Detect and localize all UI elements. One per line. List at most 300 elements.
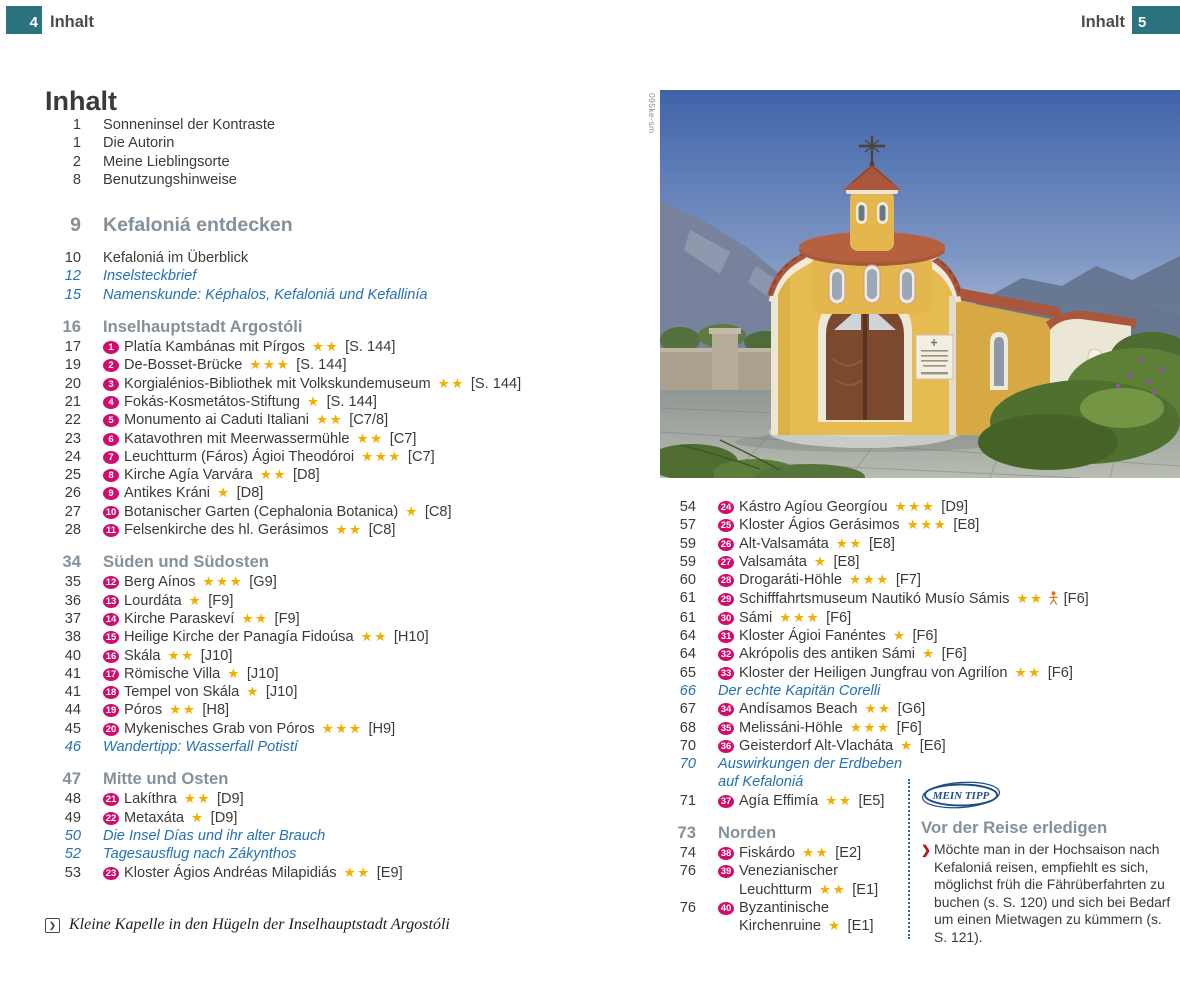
poi-number-badge: 25 — [718, 519, 734, 532]
toc-entry-content — [103, 393, 653, 411]
toc-entry — [45, 171, 653, 189]
poi-number-badge: 23 — [103, 867, 119, 880]
toc-entry-content — [103, 134, 653, 152]
map-grid-ref: [H10] — [393, 629, 429, 646]
rating-stars: ★ — [922, 646, 936, 662]
tip-box — [908, 779, 1180, 945]
rating-stars: ★ — [892, 628, 907, 644]
rating-stars: ★★★ — [906, 517, 948, 533]
toc-entry-title: auf Kefaloniá — [718, 774, 804, 791]
toc-page-number: 41 — [64, 665, 81, 682]
rating-stars: ★★★ — [779, 609, 821, 625]
toc-entry-title: Sonneninsel der Kontraste — [103, 117, 275, 133]
toc-entry — [45, 701, 653, 719]
poi-number-badge: 27 — [718, 556, 734, 569]
toc-entry — [45, 286, 653, 304]
toc-page-number: 27 — [64, 503, 81, 520]
poi-number-badge: 29 — [718, 593, 734, 606]
toc-entry-content — [103, 628, 653, 646]
map-grid-ref: [D8] — [236, 485, 264, 502]
rating-stars: ★★ — [835, 535, 863, 551]
rating-stars: ★★ — [259, 467, 287, 483]
toc-entry-content — [103, 720, 653, 738]
tip-text: Möchte man in der Hochsaison nach Kefaloniá reisen, empfiehlt es sich, möglichst früh die Fährüberfahrten zu buchen (s. S. 120) und sich bei Bedarf um einen Mietwagen zu kümmern (s. S. 121). — [934, 841, 1171, 945]
poi-number-badge: 8 — [103, 469, 119, 482]
poi-number-badge: 30 — [718, 612, 734, 625]
poi-number-badge: 17 — [103, 668, 119, 681]
toc-page-number: 59 — [679, 553, 696, 570]
toc-entry-title: Kloster der Heiligen Jungfrau von Agrilíon — [739, 664, 1008, 681]
toc-entry-title: Fokás-Kosmetátos-Stiftung — [124, 393, 301, 410]
toc-page-number: 10 — [64, 250, 81, 267]
map-grid-ref: [D9] — [210, 809, 238, 826]
toc-entry — [45, 503, 653, 521]
toc-entry-content — [103, 521, 653, 539]
toc-page-number: 37 — [64, 610, 81, 627]
toc-entry-content — [103, 484, 653, 502]
toc-entry-content — [718, 645, 1180, 663]
toc-entry — [660, 609, 1180, 627]
poi-number-badge: 31 — [718, 630, 734, 643]
toc-entry-content — [103, 701, 653, 719]
map-grid-ref: [C7/8] — [349, 412, 389, 429]
toc-page-number: 19 — [64, 357, 81, 374]
map-grid-ref: [J10] — [246, 665, 279, 682]
toc-entry-content — [103, 356, 653, 374]
running-title: Inhalt — [50, 13, 94, 31]
toc-page-number: 15 — [64, 286, 81, 303]
toc-page-number: 9 — [70, 214, 81, 237]
poi-number-badge: 1 — [103, 341, 119, 354]
map-grid-ref: [H9] — [368, 720, 396, 737]
rating-stars: ★ — [191, 809, 205, 825]
toc-page-number: 61 — [679, 609, 696, 626]
toc-entry-content — [103, 430, 653, 448]
map-grid-ref: [D8] — [292, 467, 320, 484]
poi-number-badge: 33 — [718, 667, 734, 680]
toc-entry-content — [103, 503, 653, 521]
toc-entry-title: Valsamáta — [739, 553, 807, 570]
toc-entry-content — [718, 498, 1180, 516]
map-grid-ref: [S. 144] — [345, 339, 396, 356]
toc-entry-title: Leuchtturm (Fáros) Ágioi Theodóroi — [124, 448, 355, 465]
toc-page-number: 70 — [679, 756, 696, 773]
toc-entry — [45, 249, 653, 267]
toc-entry-content — [718, 535, 1180, 553]
rating-stars: ★★ — [360, 629, 388, 645]
poi-number-badge: 32 — [718, 648, 734, 661]
rating-stars: ★★ — [1016, 591, 1044, 607]
map-grid-ref: [E5] — [858, 792, 885, 809]
toc-entry-title: Mykenisches Grab von Póros — [124, 720, 315, 737]
toc-entry-title: Alt-Valsamáta — [739, 535, 829, 552]
toc-page-number: 76 — [679, 899, 696, 916]
poi-number-badge: 10 — [103, 506, 119, 519]
running-title: Inhalt — [1081, 13, 1125, 31]
toc-entry-title: Lourdáta — [124, 592, 182, 609]
rating-stars: ★★ — [241, 610, 269, 626]
toc-entry-content — [103, 864, 653, 882]
page-title: Inhalt — [45, 86, 117, 117]
toc-entry — [660, 719, 1180, 737]
toc-entry — [660, 664, 1180, 682]
rating-stars: ★ — [246, 684, 260, 700]
toc-entry-title: Kirche Paraskeví — [124, 610, 235, 627]
toc-page-number: 67 — [679, 701, 696, 718]
page-number: 5 — [1138, 14, 1147, 31]
toc-entry-content — [103, 809, 653, 827]
rating-stars: ★★ — [343, 864, 371, 880]
toc-section-heading — [45, 317, 653, 337]
toc-page-number: 24 — [64, 448, 81, 465]
rating-stars: ★★ — [183, 791, 211, 807]
map-grid-ref: [C8] — [368, 522, 396, 539]
poi-number-badge: 22 — [103, 812, 119, 825]
toc-entry — [660, 571, 1180, 589]
map-grid-ref: [S. 144] — [326, 393, 377, 410]
toc-entry-title: Berg Aínos — [124, 574, 196, 591]
rating-stars: ★★★ — [361, 448, 402, 464]
toc-entry-title: Kloster Ágios Gerásimos — [739, 517, 900, 534]
toc-entry-title: Skála — [124, 647, 161, 664]
toc-entry — [45, 573, 653, 591]
map-grid-ref: [S. 144] — [296, 357, 347, 374]
chevron-right-icon: ❯ — [921, 843, 932, 857]
rating-stars: ★ — [216, 485, 231, 501]
toc-entry-content — [718, 719, 1180, 737]
map-grid-ref: [F6] — [826, 609, 852, 626]
toc-entry-title: Venezianischer — [739, 863, 838, 880]
toc-entry-content — [103, 610, 653, 628]
poi-number-badge: 18 — [103, 686, 119, 699]
toc-entry-title: De-Bosset-Brücke — [124, 357, 243, 374]
toc-entry — [660, 737, 1180, 755]
toc-entry-title: Fiskárdo — [739, 845, 795, 862]
toc-entry — [45, 521, 653, 539]
toc-section-heading — [45, 552, 653, 572]
map-grid-ref: [J10] — [265, 684, 298, 701]
toc-page-number: 65 — [679, 664, 696, 681]
map-grid-ref: [G6] — [897, 701, 926, 718]
toc-entry-title: Namenskunde: Képhalos, Kefaloniá und Kefallinía — [103, 286, 428, 303]
poi-number-badge: 28 — [718, 574, 734, 587]
toc-entry-title: Felsenkirche des hl. Gerásimos — [124, 522, 329, 539]
person-icon — [1049, 591, 1058, 605]
rating-stars: ★★★ — [849, 572, 890, 588]
map-grid-ref: [D9] — [941, 499, 969, 515]
poi-number-badge: 13 — [103, 595, 119, 608]
photo-credit: 095ke-sm — [647, 93, 657, 134]
toc-entry — [45, 647, 653, 665]
toc-page-number: 8 — [72, 171, 81, 188]
rating-stars: ★ — [188, 592, 203, 608]
photo-caption — [45, 916, 450, 934]
toc-page-number: 38 — [64, 629, 81, 646]
toc-entry — [660, 645, 1180, 663]
poi-number-badge: 16 — [103, 650, 119, 663]
toc-column-left — [45, 116, 653, 882]
toc-page-number: 47 — [62, 769, 81, 789]
toc-entry — [45, 375, 653, 393]
map-grid-ref: [E1] — [852, 881, 879, 898]
rating-stars: ★★ — [864, 701, 892, 717]
map-grid-ref: [J10] — [200, 647, 233, 664]
poi-number-badge: 37 — [718, 795, 734, 808]
toc-page-number: 70 — [679, 737, 696, 754]
poi-number-badge: 24 — [718, 501, 734, 514]
map-grid-ref: [F6] — [941, 646, 967, 663]
toc-entry — [45, 665, 653, 683]
toc-entry-title: Kirche Agía Varvára — [124, 467, 253, 484]
toc-entry-content — [718, 553, 1180, 571]
toc-entry — [45, 116, 653, 134]
rating-stars: ★★ — [825, 792, 853, 808]
toc-page-number: 53 — [64, 864, 81, 881]
toc-entry-content — [718, 682, 1180, 700]
map-grid-ref: [E8] — [833, 553, 860, 570]
poi-number-badge: 9 — [103, 487, 119, 500]
tip-body — [921, 841, 1174, 947]
toc-page-number: 34 — [62, 552, 81, 572]
poi-number-badge: 4 — [103, 396, 119, 409]
toc-entry-title: Katavothren mit Meerwassermühle — [124, 430, 350, 447]
toc-entry — [660, 682, 1180, 700]
poi-number-badge: 21 — [103, 793, 119, 806]
toc-page-number: 60 — [679, 572, 696, 589]
toc-entry-title: Der echte Kapitän Corelli — [718, 682, 881, 699]
toc-page-number: 12 — [64, 268, 81, 285]
map-grid-ref: [F6] — [912, 628, 938, 645]
toc-entry-content — [103, 647, 653, 665]
poi-number-badge: 40 — [718, 902, 734, 915]
page-number-block-right — [1132, 6, 1180, 34]
toc-entry — [45, 864, 653, 882]
toc-page-number: 21 — [64, 393, 81, 410]
toc-page-number: 26 — [64, 485, 81, 502]
toc-entry-title: Kloster Ágioi Fanéntes — [739, 628, 886, 645]
toc-entry — [45, 411, 653, 429]
toc-page-number: 44 — [64, 702, 81, 719]
toc-entry — [45, 484, 653, 502]
toc-page-number: 1 — [72, 117, 81, 133]
chapel-photo — [660, 90, 1180, 478]
toc-section-heading — [45, 769, 653, 789]
toc-entry — [660, 700, 1180, 718]
rating-stars: ★★ — [819, 881, 847, 897]
toc-entry-title: Póros — [124, 702, 163, 719]
poi-number-badge: 11 — [103, 524, 119, 537]
toc-entry — [45, 628, 653, 646]
toc-entry-title: Andísamos Beach — [739, 701, 858, 718]
toc-page-number: 61 — [679, 590, 696, 607]
map-grid-ref: [F9] — [274, 610, 300, 627]
poi-number-badge: 2 — [103, 359, 119, 372]
poi-number-badge: 19 — [103, 704, 119, 717]
toc-entry-content — [718, 700, 1180, 718]
rating-stars: ★ — [307, 393, 321, 409]
toc-entry-content — [103, 845, 653, 863]
rating-stars: ★★ — [315, 412, 344, 428]
toc-entry — [660, 535, 1180, 553]
rating-stars: ★ — [227, 665, 241, 681]
toc-entry-title: Metaxáta — [124, 809, 185, 826]
map-grid-ref: [F6] — [896, 719, 922, 736]
toc-entry-content — [103, 738, 653, 756]
toc-page-number: 36 — [64, 592, 81, 609]
toc-entry-content — [103, 683, 653, 701]
toc-page-number: 54 — [679, 499, 696, 515]
toc-page-number: 20 — [64, 375, 81, 392]
poi-number-badge: 26 — [718, 538, 734, 551]
caption-marker-icon: ❯ — [45, 918, 60, 933]
map-grid-ref: [E2] — [835, 845, 862, 862]
rating-stars: ★ — [405, 503, 419, 519]
toc-page-number: 23 — [64, 430, 81, 447]
toc-page-number: 57 — [679, 517, 696, 534]
poi-number-badge: 39 — [718, 865, 734, 878]
toc-entry-title: Korgialénios-Bibliothek mit Volkskundemuseum — [124, 375, 431, 392]
map-grid-ref: [D9] — [216, 791, 244, 808]
toc-entry-title: Die Autorin — [103, 135, 175, 152]
map-grid-ref: [C8] — [424, 503, 452, 520]
toc-page-number: 73 — [677, 823, 696, 843]
toc-entry-title: Leuchtturm — [739, 881, 813, 898]
toc-section-title: Kefaloniá entdecken — [103, 214, 293, 237]
toc-entry-content — [103, 249, 653, 267]
toc-entry-content — [103, 338, 653, 356]
toc-entry-title: Römische Villa — [124, 665, 221, 682]
poi-number-badge: 35 — [718, 722, 734, 735]
toc-entry-title: Botanischer Garten (Cephalonia Botanica) — [124, 503, 399, 520]
toc-entry-title: Tagesausflug nach Zákynthos — [103, 846, 297, 863]
toc-entry-title: Schifffahrtsmuseum Nautikó Musío Sámis — [739, 591, 1010, 608]
map-grid-ref: [E8] — [953, 517, 980, 534]
toc-page-number: 48 — [64, 791, 81, 808]
rating-stars: ★★ — [167, 647, 195, 663]
poi-number-badge: 36 — [718, 740, 734, 753]
toc-entry — [45, 610, 653, 628]
poi-number-badge: 38 — [718, 847, 734, 860]
toc-page-number: 35 — [64, 574, 81, 591]
mein-tipp-logo — [921, 781, 1001, 809]
rating-stars: ★ — [827, 918, 842, 934]
toc-entry — [45, 267, 653, 285]
toc-entry-content — [718, 516, 1180, 534]
toc-entry-content — [718, 589, 1180, 608]
toc-entry-content — [103, 116, 653, 134]
toc-entry — [45, 683, 653, 701]
toc-entry-content — [103, 171, 653, 189]
toc-entry-title: Platía Kambánas mit Pírgos — [124, 339, 305, 356]
toc-entry-content — [103, 592, 653, 610]
toc-page-number: 59 — [679, 535, 696, 552]
rating-stars: ★★ — [335, 522, 363, 538]
toc-entry-content — [718, 571, 1180, 589]
toc-entry — [45, 393, 653, 411]
poi-number-badge: 20 — [103, 723, 119, 736]
rating-stars: ★★★ — [321, 720, 363, 736]
toc-entry — [660, 553, 1180, 571]
map-grid-ref: [S. 144] — [470, 375, 522, 392]
toc-page-number: 68 — [679, 719, 696, 736]
toc-entry — [45, 466, 653, 484]
toc-entry-title: Kástro Agíou Georgíou — [739, 499, 888, 515]
toc-page-number: 45 — [64, 720, 81, 737]
poi-number-badge: 15 — [103, 631, 119, 644]
toc-entry-content — [103, 286, 653, 304]
poi-number-badge: 6 — [103, 433, 119, 446]
toc-entry — [45, 827, 653, 845]
toc-entry-title: Akrópolis des antiken Sámi — [739, 646, 916, 663]
toc-entry — [45, 356, 653, 374]
toc-page-number: 71 — [679, 792, 696, 809]
toc-page-number: 25 — [64, 467, 81, 484]
toc-entry-title: Heilige Kirche der Panagía Fidoúsa — [124, 629, 354, 646]
page-number-block-left — [6, 6, 42, 34]
map-grid-ref: [C7] — [389, 430, 417, 447]
toc-section-heading — [45, 213, 653, 237]
tip-title: Vor der Reise erledigen — [921, 818, 1108, 837]
rating-stars: ★★ — [169, 702, 197, 718]
map-grid-ref: [H8] — [202, 702, 230, 719]
toc-entry — [45, 338, 653, 356]
toc-entry — [45, 790, 653, 808]
map-grid-ref: [F6] — [1047, 664, 1073, 681]
toc-entry-title: Inselsteckbrief — [103, 268, 197, 285]
caption-text: Kleine Kapelle in den Hügeln der Inselhauptstadt Argostóli — [69, 916, 450, 933]
map-grid-ref: [E6] — [919, 737, 946, 754]
map-grid-ref: [F6] — [1063, 591, 1089, 608]
toc-entry-title: Melissáni-Höhle — [739, 719, 843, 736]
page-header-left — [6, 6, 94, 34]
svg-text:MEIN TIPP: MEIN TIPP — [932, 790, 990, 802]
poi-number-badge: 14 — [103, 613, 119, 626]
toc-page-number: 66 — [679, 682, 696, 699]
toc-page-number: 28 — [64, 522, 81, 539]
rating-stars: ★★ — [356, 430, 384, 446]
toc-entry-title: Byzantinische — [739, 899, 830, 916]
toc-entry-content — [103, 448, 653, 466]
toc-entry — [45, 738, 653, 756]
toc-entry-title: Antikes Kráni — [124, 485, 210, 502]
rating-stars: ★★★ — [849, 719, 891, 735]
toc-entry-title: Drogaráti-Höhle — [739, 572, 843, 589]
poi-number-badge: 34 — [718, 703, 734, 716]
map-grid-ref: [F9] — [208, 592, 234, 609]
toc-entry — [660, 627, 1180, 645]
toc-page-number: 22 — [64, 412, 81, 429]
toc-section-title: Inselhauptstadt Argostóli — [103, 317, 303, 337]
map-grid-ref: [C7] — [407, 448, 435, 465]
toc-entry-content — [718, 664, 1180, 682]
toc-entry-title: Meine Lieblingsorte — [103, 153, 230, 170]
toc-entry-content — [718, 737, 1180, 755]
map-grid-ref: [E9] — [376, 864, 403, 881]
toc-section-title: Norden — [718, 823, 777, 843]
page-number: 4 — [29, 14, 38, 31]
toc-entry-title: Die Insel Días und ihr alter Brauch — [103, 827, 326, 844]
toc-page-number: 64 — [679, 628, 696, 645]
rating-stars: ★★ — [801, 845, 830, 861]
toc-entry-content — [718, 627, 1180, 645]
toc-entry-content — [103, 790, 653, 808]
toc-entry-title: Auswirkungen der Erdbeben — [718, 756, 903, 773]
toc-entry — [45, 720, 653, 738]
toc-entry-content — [103, 375, 653, 393]
toc-page-number: 41 — [64, 684, 81, 701]
rating-stars: ★★ — [437, 375, 465, 391]
toc-entry — [45, 430, 653, 448]
